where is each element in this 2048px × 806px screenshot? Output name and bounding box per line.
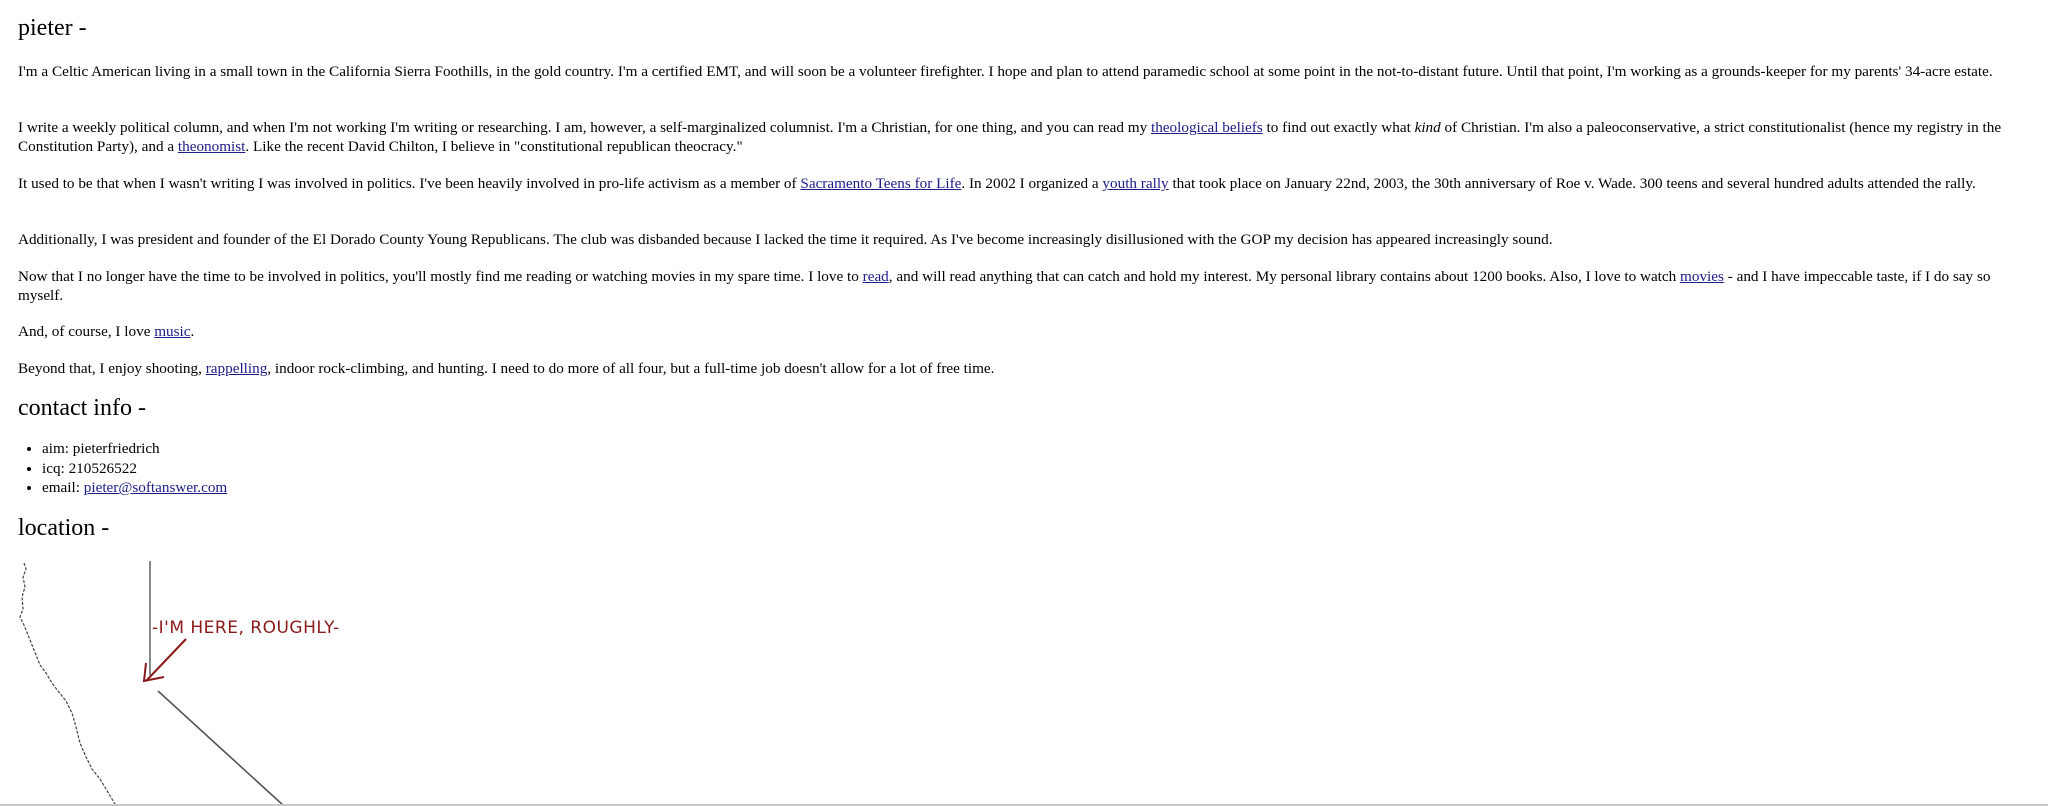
p2-text-c: of Christian. I'm also a paleoconservative, a strict constitutionalist (hence my registry in the Constitution Party), and a [18,119,2002,155]
p6-text-a: And, of course, I love [18,323,155,340]
icq-label: icq: [42,459,69,477]
intro-paragraph-3 [18,174,2030,193]
email-link[interactable]: pieter@softanswer.com [83,479,228,496]
intro-paragraph-2 [18,118,2030,156]
p2-text-d: . Like the recent David Chilton, I believe in "constitutional republican theocracy." [245,138,743,155]
contact-item-email [42,478,227,498]
p7-text-a: Beyond that, I enjoy shooting, [18,360,206,377]
p5-text-b: , and will read anything that can catch and hold my interest. My personal library contains about 1200 books. Also, I love to watch [888,268,1681,285]
contact-item-icq [42,459,227,479]
p3-text-b: . In 2002 I organized a [961,175,1103,192]
music-link[interactable]: music [154,323,191,340]
p2-text-a: I write a weekly political column, and when I'm not working I'm writing or researching. I am, however, a self-marginalized columnist. I'm a Christian, for one thing, and you can read my [18,119,1151,136]
intro-paragraph-4 [18,230,2030,249]
read-link[interactable]: read [862,268,889,285]
youth-rally-link[interactable]: youth rally [1102,175,1169,192]
p6-text-b: . [190,323,195,340]
page-title: pieter - [18,15,87,41]
p2-text-b: to find out exactly what [1262,119,1415,136]
sacramento-teens-for-life-link[interactable]: Sacramento Teens for Life [800,175,962,192]
contact-info-heading: contact info - [18,395,146,421]
intro-paragraph-4-text: Additionally, I was president and founder of the El Dorado County Young Republicans. The club was disbanded because I lacked the time it required. As I've become increasingly disillusioned with the GOP my decision has appeared increasingly sound. [18,231,1553,248]
location-heading: location - [18,515,110,541]
icq-value: 210526522 [68,459,137,477]
contact-list [18,439,227,498]
map-diagonal-border [158,691,284,806]
aim-value: pieterfriedrich [72,440,160,457]
intro-paragraph-5 [18,267,2030,305]
location-arrow [146,639,186,681]
intro-paragraph-6 [18,322,2030,341]
p5-text-c: - and I have impeccable taste, if I do say so myself. [18,268,1991,304]
p3-text-c: that took place on January 22nd, 2003, the 30th anniversary of Roe v. Wade. 300 teens and several hundred adults attended the rally. [1168,175,1976,192]
intro-paragraph-7 [18,359,2030,378]
intro-paragraph-1-text: I'm a Celtic American living in a small town in the California Sierra Foothills, in the gold country. I'm a certified EMT, and will soon be a volunteer firefighter. I hope and plan to attend paramedic school at some point in the not-to-distant future. Until that point, I'm working as a grounds-keeper for my parents' 34-acre estate. [18,63,1993,80]
location-map [18,557,378,806]
movies-link[interactable]: movies [1680,268,1724,285]
aim-label: aim: [42,440,73,457]
p3-text-a: It used to be that when I wasn't writing I was involved in politics. I've been heavily involved in pro-life activism as a member of [18,175,801,192]
p7-text-b: , indoor rock-climbing, and hunting. I need to do more of all four, but a full-time job doesn't allow for a lot of free time. [267,360,995,377]
p5-text-a: Now that I no longer have the time to be involved in politics, you'll mostly find me reading or watching movies in my spare time. I love to [18,268,863,285]
contact-item-aim [42,439,227,459]
map-caption: -I'M HERE, ROUGHLY- [152,618,340,638]
theonomist-link[interactable]: theonomist [177,138,246,155]
p2-emphasis: kind [1414,119,1441,136]
map-coastline [20,563,116,806]
email-label: email: [42,479,84,496]
intro-paragraph-1 [18,62,2030,81]
rappelling-link[interactable]: rappelling [205,360,268,377]
theological-beliefs-link[interactable]: theological beliefs [1150,119,1263,136]
